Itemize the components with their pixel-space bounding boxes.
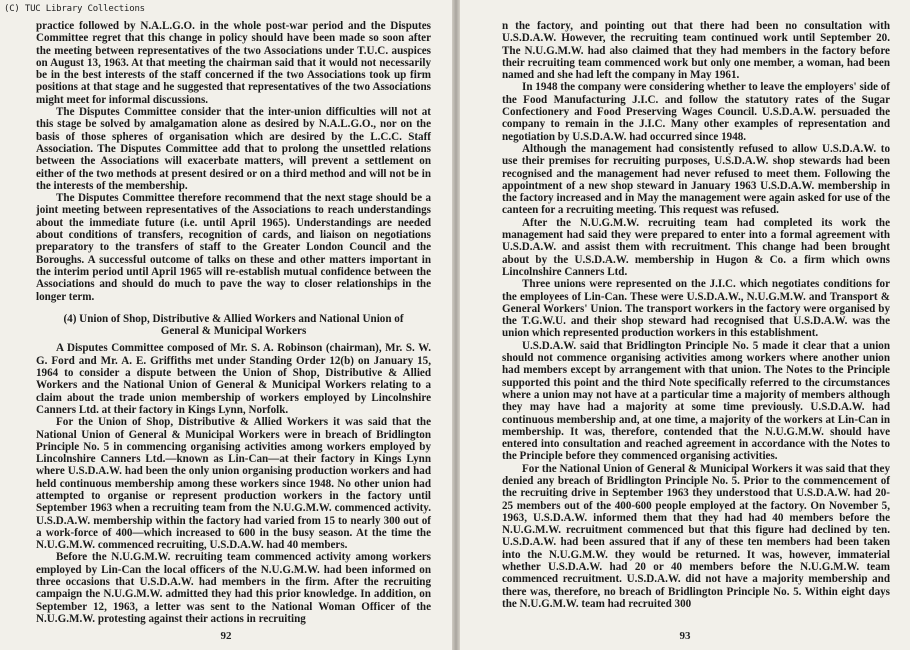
paragraph: In 1948 the company were considering whether to leave the employers' side of the Food Manufacturing J.I.C. and follow the statutory rates of the Sugar Confectionery and Food Preserving Wages Council. U.S.D.A.W. persuaded the company to remain in the J.I.C. Many other examples of representation and negotiation by U.S.D.A.W. had occurred since 1948. bbox=[502, 81, 890, 143]
right-page bbox=[460, 0, 910, 650]
paragraph: For the Union of Shop, Distributive & Allied Workers it was said that the National Union of General & Municipal Workers were in breach of Bridlington Principle No. 5 in commencing organising activities among workers employed by Lincolnshire Canners Ltd.—known as Lin-Can—at their factory in Kings Lynn where U.S.D.A.W. had been the only union organising production workers and had held continuous membership among these workers since 1948. No other union had attempted to organise or represent production workers in the factory until September 1963 when a recruiting team from the N.U.G.M.W. commenced activity. U.S.D.A.W. membership within the factory had varied from 15 to nearly 300 out of a work-force of 400—which increased to 600 in the busy season. At the time the N.U.G.M.W. commenced recruiting, U.S.D.A.W. had 40 members. bbox=[36, 416, 431, 552]
paragraph: The Disputes Committee consider that the inter-union difficulties will not at this stage be solved by amalgamation alone as desired by N.A.L.G.O., nor on the basis of those spheres of organisation which are desired by the L.C.C. Staff Association. The Disputes Committee add that to prolong the unsettled relations between the Associations will exacerbate matters, will prevent a settlement on either of the two methods at present desired or on a third method and will not be in the interests of the membership. bbox=[36, 106, 431, 192]
book-gutter bbox=[452, 0, 460, 650]
page-number: 93 bbox=[679, 630, 691, 642]
right-page-text bbox=[502, 20, 890, 610]
paragraph: Although the management had consistently refused to allow U.S.D.A.W. to use their premises for recruiting purposes, U.S.D.A.W. shop stewards had been recognised and the management had never refused to meet them. Following the appointment of a new shop steward in January 1963 U.S.D.A.W. membership in the factory increased and in May the management were again asked for use of the canteen for a recruiting meeting. This request was refused. bbox=[502, 142, 890, 217]
left-page-text bbox=[36, 20, 431, 625]
paragraph: U.S.D.A.W. said that Bridlington Principle No. 5 made it clear that a union should not commence organising activities among workers where another union had members except by arrangement with that union. The Notes to the Principle supported this point and the third Note specifically referred to the circumstances where a union may not have at a particular time a majority of members although they may have had a majority at some time previously. U.S.D.A.W. had continuous membership and, at one time, a majority of the workers at Lin-Can in membership. It was, therefore, contended that the N.U.G.M.W. should have entered into consultation and reached agreement in accordance with the Notes to the Principle before they commenced organising activities. bbox=[502, 339, 890, 463]
left-page bbox=[0, 0, 452, 650]
paragraph: Before the N.U.G.M.W. recruiting team commenced activity among workers employed by Lin-Can the local officers of the N.U.G.M.W. had been informed on three occasions that U.S.D.A.W. had members in the firm. After the recruiting campaign the N.U.G.M.W. admitted they had this prior knowledge. In addition, on September 12, 1963, a letter was sent to the National Woman Officer of the N.U.G.M.W. protesting against their actions in recruiting bbox=[36, 551, 431, 625]
section-heading: (4) Union of Shop, Distributive & Allied Workers and National Union of General & Municipal Workers bbox=[63, 312, 404, 338]
paragraph: A Disputes Committee composed of Mr. S. A. Robinson (chairman), Mr. S. W. G. Ford and Mr. A. E. Griffiths met under Standing Order 12(b) on January 15, 1964 to consider a dispute between the Union of Shop, Distributive & Allied Workers and the National Union of General & Municipal Workers relating to a claim about the trade union membership of workers employed by Lincolnshire Canners Ltd. at their factory in Kings Lynn, Norfolk. bbox=[36, 342, 431, 416]
paragraph: The Disputes Committee therefore recommend that the next stage should be a joint meeting between representatives of the Associations to reach understandings about the immediate future (i.e. until April 1965). Understandings are needed about conditions of transfers, recognition of cards, and liaison on negotiations preparatory to the transfers of staff to the Greater London Council and the Boroughs. A successful outcome of talks on these and other matters important in the interim period until April 1965 will re-establish mutual confidence between the Associations and should do much to pave the way to closer relationships in the longer term. bbox=[36, 192, 431, 303]
page-number: 92 bbox=[220, 630, 232, 642]
paragraph: For the National Union of General & Municipal Workers it was said that they denied any breach of Bridlington Principle No. 5. Prior to the commencement of the recruiting drive in September 1963 they understood that U.S.D.A.W. had 20-25 members out of the 400-600 people employed at the factory. On November 5, 1963, U.S.D.A.W. informed them that they had had 40 members before the N.U.G.M.W. recruitment commenced but that this figure had declined by ten. U.S.D.A.W. had been assured that if any of these ten members had been taken into the N.U.G.M.W. they would be returned. It was, however, immaterial whether U.S.D.A.W. had 20 or 40 members before the N.U.G.M.W. team commenced recruitment. U.S.D.A.W. did not have a majority membership and there was, therefore, no breach of Bridlington Principle No. 5. Within eight days the N.U.G.M.W. team had recruited 300 bbox=[502, 462, 890, 610]
paragraph: After the N.U.G.M.W. recruiting team had completed its work the management had said they were prepared to enter into a formal agreement with U.S.D.A.W. and assist them with recruitment. This change had been brought about by the U.S.D.A.W. membership in Hugon & Co. a firm which owns Lincolnshire Canners Ltd. bbox=[502, 216, 890, 278]
watermark: (C) TUC Library Collections bbox=[4, 4, 145, 14]
paragraph: n the factory, and pointing out that there had been no consultation with U.S.D.A.W. However, the recruiting team continued work until September 20. The N.U.G.M.W. had also claimed that they had members in the factory before their recruiting team commenced work but only one member, a woman, had been named and she had left the company in May 1961. bbox=[502, 20, 890, 82]
paragraph: Three unions were represented on the J.I.C. which negotiates conditions for the employees of Lin-Can. These were U.S.D.A.W., N.U.G.M.W. and Transport & General Workers' Union. The transport workers in the factory were organised by the T.G.W.U. and their shop steward had recognised that U.S.D.A.W. was the union which represented production workers in this establishment. bbox=[502, 278, 890, 340]
paragraph: practice followed by N.A.L.G.O. in the whole post-war period and the Disputes Committee regret that this change in policy should have been made so soon after the meeting between representatives of the two Associations under T.U.C. auspices on August 13, 1963. At that meeting the chairman said that it would not necessarily be in the best interests of the staff concerned if the two Associations took up firm positions at that stage and he suggested that representatives of the two Associations might meet for informal discussions. bbox=[36, 20, 431, 106]
